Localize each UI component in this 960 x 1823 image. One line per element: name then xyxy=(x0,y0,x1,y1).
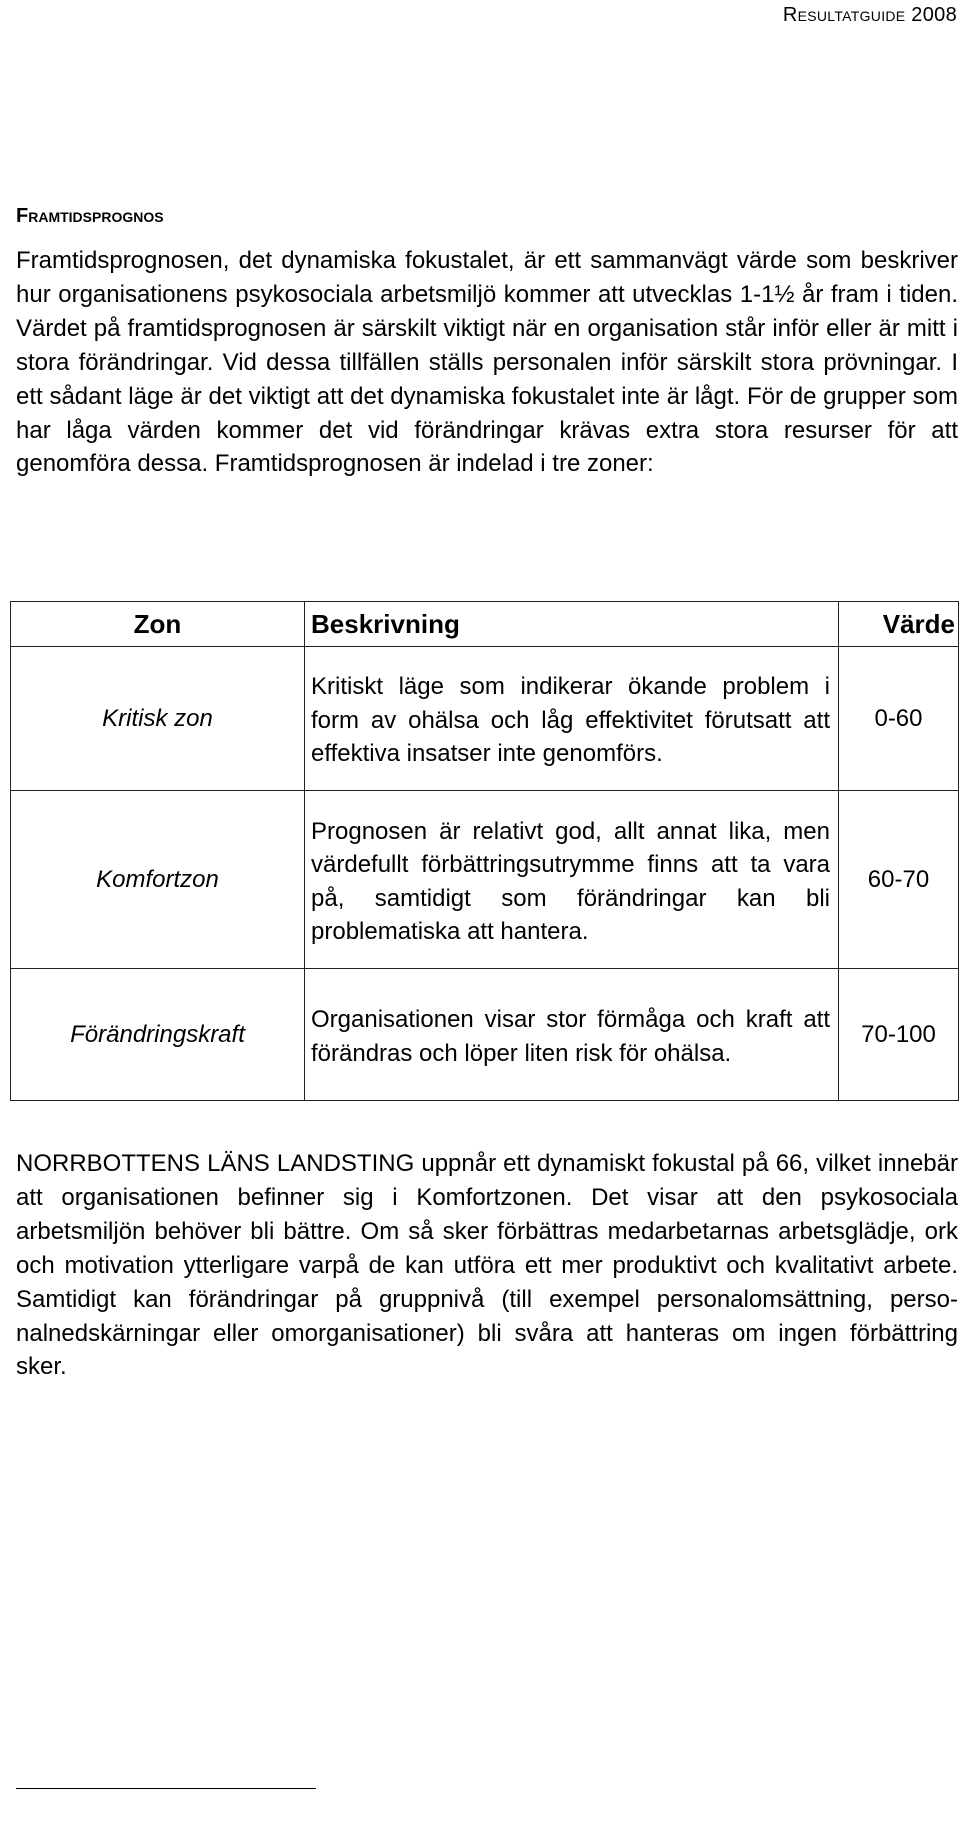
header-value: Värde xyxy=(839,602,959,647)
zone-table-header-row xyxy=(11,602,959,647)
running-header: Resultatguide 2008 xyxy=(782,4,957,26)
summary-paragraph: NORRBOTTENS LÄNS LANDSTING uppnår ett dynamiskt fokustal på 66, vilket innebär att organisationen befinner sig i Komfortzonen. Det visar att den psykosociala arbetsmiljön behöver bli bättre. Om så sker förbättras medarbetarnas arbetsglädje, ork och motivation ytterligare varpå de kan utföra ett mer produktivt och kvalitativt arbete. Samtidigt kan förändringar på gruppnivå (till exempel personalomsättning, personalnedskärningar eller omorganisationer) bli svåra att hanteras om ingen förbättring sker. xyxy=(16,1150,958,1381)
table-row xyxy=(11,969,959,1101)
table-row xyxy=(11,791,959,969)
zone-description: Kritiskt läge som indikerar ökande problem i form av ohälsa och låg effektivitet förutsatt att effektiva insatser inte genomförs. xyxy=(305,647,839,791)
zone-table xyxy=(10,601,959,1101)
zone-description: Prognosen är relativt god, allt annat lika, men värdefullt förbättringsutrymme finns att ta vara på, samtidigt som förändringar kan bli problematiska att hantera. xyxy=(305,791,839,969)
zone-name: Komfortzon xyxy=(11,791,305,969)
zone-name: Förändringskraft xyxy=(11,969,305,1101)
zone-value: 70-100 xyxy=(839,969,959,1101)
zone-name: Kritisk zon xyxy=(11,647,305,791)
zone-description: Organisationen visar stor förmåga och kraft att förändras och löper liten risk för ohälsa. xyxy=(305,969,839,1101)
table-row xyxy=(11,647,959,791)
header-description: Beskrivning xyxy=(305,602,839,647)
header-zone: Zon xyxy=(11,602,305,647)
section-title: Framtidsprognos xyxy=(16,205,164,227)
zone-value: 60-70 xyxy=(839,791,959,969)
zone-value: 0-60 xyxy=(839,647,959,791)
intro-paragraph: Framtidsprognosen, det dynamiska fokustalet, är ett sammanvägt värde som beskriver hur organisationens psykosociala arbetsmiljö kommer att utvecklas 1-1½ år fram i tiden. Värdet på framtidsprognosen är särskilt viktigt när en organisation står inför eller är mitt i stora förändringar. Vid dessa tillfällen ställs personalen inför särskilt stora prövningar. I ett sådant läge är det viktigt att det dynamiska fokustalet inte är lågt. För de grupper som har låga värden kommer det vid förändringar krävas extra stora resurser för att genomföra dessa. Framtidsprognosen är indelad i tre zoner: xyxy=(16,247,958,478)
footnote-separator xyxy=(16,1788,316,1789)
